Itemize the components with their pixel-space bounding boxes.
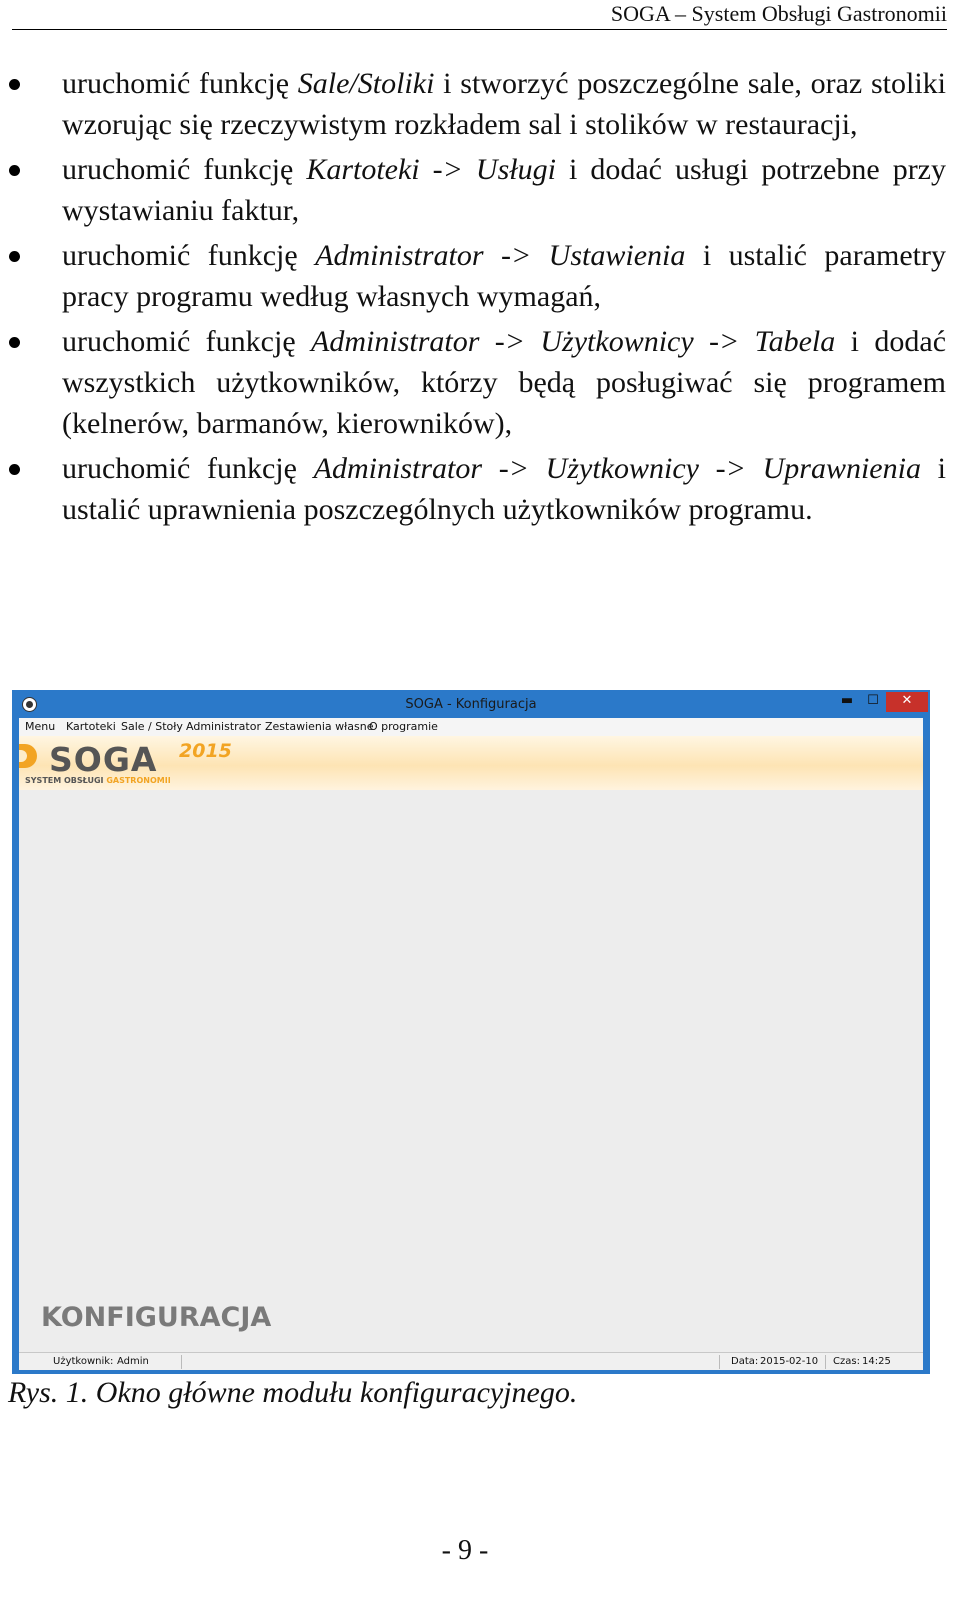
running-header (12, 0, 947, 30)
status-bar (19, 1352, 923, 1370)
list-item-text: i dodać usługi potrzebne przy wystawianiu faktur, (62, 153, 946, 227)
workspace (19, 790, 923, 1352)
function-path: Administrator -> Użytkownicy -> Tabela (311, 325, 836, 358)
bullet-icon (9, 251, 20, 262)
logo-subtitle (25, 776, 171, 785)
instruction-list (0, 63, 960, 534)
menu-bar (19, 718, 923, 736)
status-date-label: Data: (731, 1356, 759, 1367)
list-item-text: uruchomić funkcję (62, 452, 314, 485)
minimize-button[interactable]: ▬ (840, 693, 854, 708)
list-item-text: uruchomić funkcję (62, 325, 312, 358)
list-item-text: uruchomić funkcję (62, 239, 316, 272)
function-path: Administrator -> Użytkownicy -> Uprawnienia (313, 452, 921, 485)
logo-subtitle-b: GASTRONOMII (106, 776, 171, 785)
logo-banner (19, 736, 923, 790)
menu-item-menu[interactable]: Menu (25, 720, 56, 733)
window-client (19, 718, 923, 1370)
list-item-text: i stworzyć poszczególne sale, oraz stoliki wzorując się rzeczywistym rozkładem sal i stolików w restauracji, (62, 67, 946, 141)
list-item (0, 448, 946, 530)
function-path: Sale/Stoliki (297, 67, 435, 100)
function-path: Kartoteki -> Usługi (306, 153, 556, 186)
bullet-icon (9, 464, 20, 475)
list-item-text: uruchomić funkcję (62, 67, 298, 100)
title-bar[interactable] (14, 692, 928, 718)
close-button[interactable]: ✕ (886, 692, 928, 712)
bullet-icon (9, 165, 20, 176)
list-item-text: i ustalić uprawnienia poszczególnych użytkowników programu. (62, 452, 946, 526)
list-item-text: uruchomić funkcję (62, 153, 307, 186)
figure-caption: Rys. 1. Okno główne modułu konfiguracyjnego. (8, 1376, 578, 1409)
menu-item-zestawienia[interactable]: Zestawienia własne (265, 720, 374, 733)
running-header-title: SOGA – System Obsługi Gastronomii (610, 1, 947, 26)
list-item (0, 149, 946, 231)
module-watermark: KONFIGURACJA (41, 1302, 272, 1333)
window-title: SOGA - Konfiguracja (405, 697, 537, 712)
status-time-value: 14:25 (862, 1356, 891, 1367)
status-user-label: Użytkownik: (53, 1356, 114, 1367)
status-separator (825, 1355, 826, 1369)
list-item-text: i ustalić parametry pracy programu według własnych wymagań, (62, 239, 946, 313)
maximize-button[interactable]: ☐ (867, 693, 879, 708)
function-path: Administrator -> Ustawienia (315, 239, 686, 272)
menu-item-o-programie[interactable]: O programie (369, 720, 438, 733)
list-item (0, 63, 946, 145)
menu-item-administrator[interactable]: Administrator (186, 720, 261, 733)
app-window-screenshot (12, 690, 930, 1374)
bullet-icon (9, 79, 20, 90)
logo-mark-icon (19, 744, 37, 768)
list-item (0, 235, 946, 317)
list-item-text: i dodać wszystkich użytkowników, którzy będą posługiwać się programem (kelnerów, barmanów, kierowników), (62, 325, 947, 440)
list-item (0, 321, 946, 444)
bullet-icon (9, 337, 20, 348)
logo-name: SOGA (49, 740, 158, 779)
menu-item-kartoteki[interactable]: Kartoteki (66, 720, 116, 733)
logo-year: 2015 (179, 740, 232, 762)
page-number: - 9 - (441, 1535, 489, 1566)
status-date-value: 2015-02-10 (760, 1356, 819, 1367)
status-separator (181, 1355, 182, 1369)
status-separator (719, 1355, 720, 1369)
menu-item-sale-stoly[interactable]: Sale / Stoły (121, 720, 183, 733)
status-user-value: Admin (117, 1356, 149, 1367)
logo-subtitle-a: SYSTEM OBSŁUGI (25, 776, 107, 785)
status-time-label: Czas: (833, 1356, 860, 1367)
